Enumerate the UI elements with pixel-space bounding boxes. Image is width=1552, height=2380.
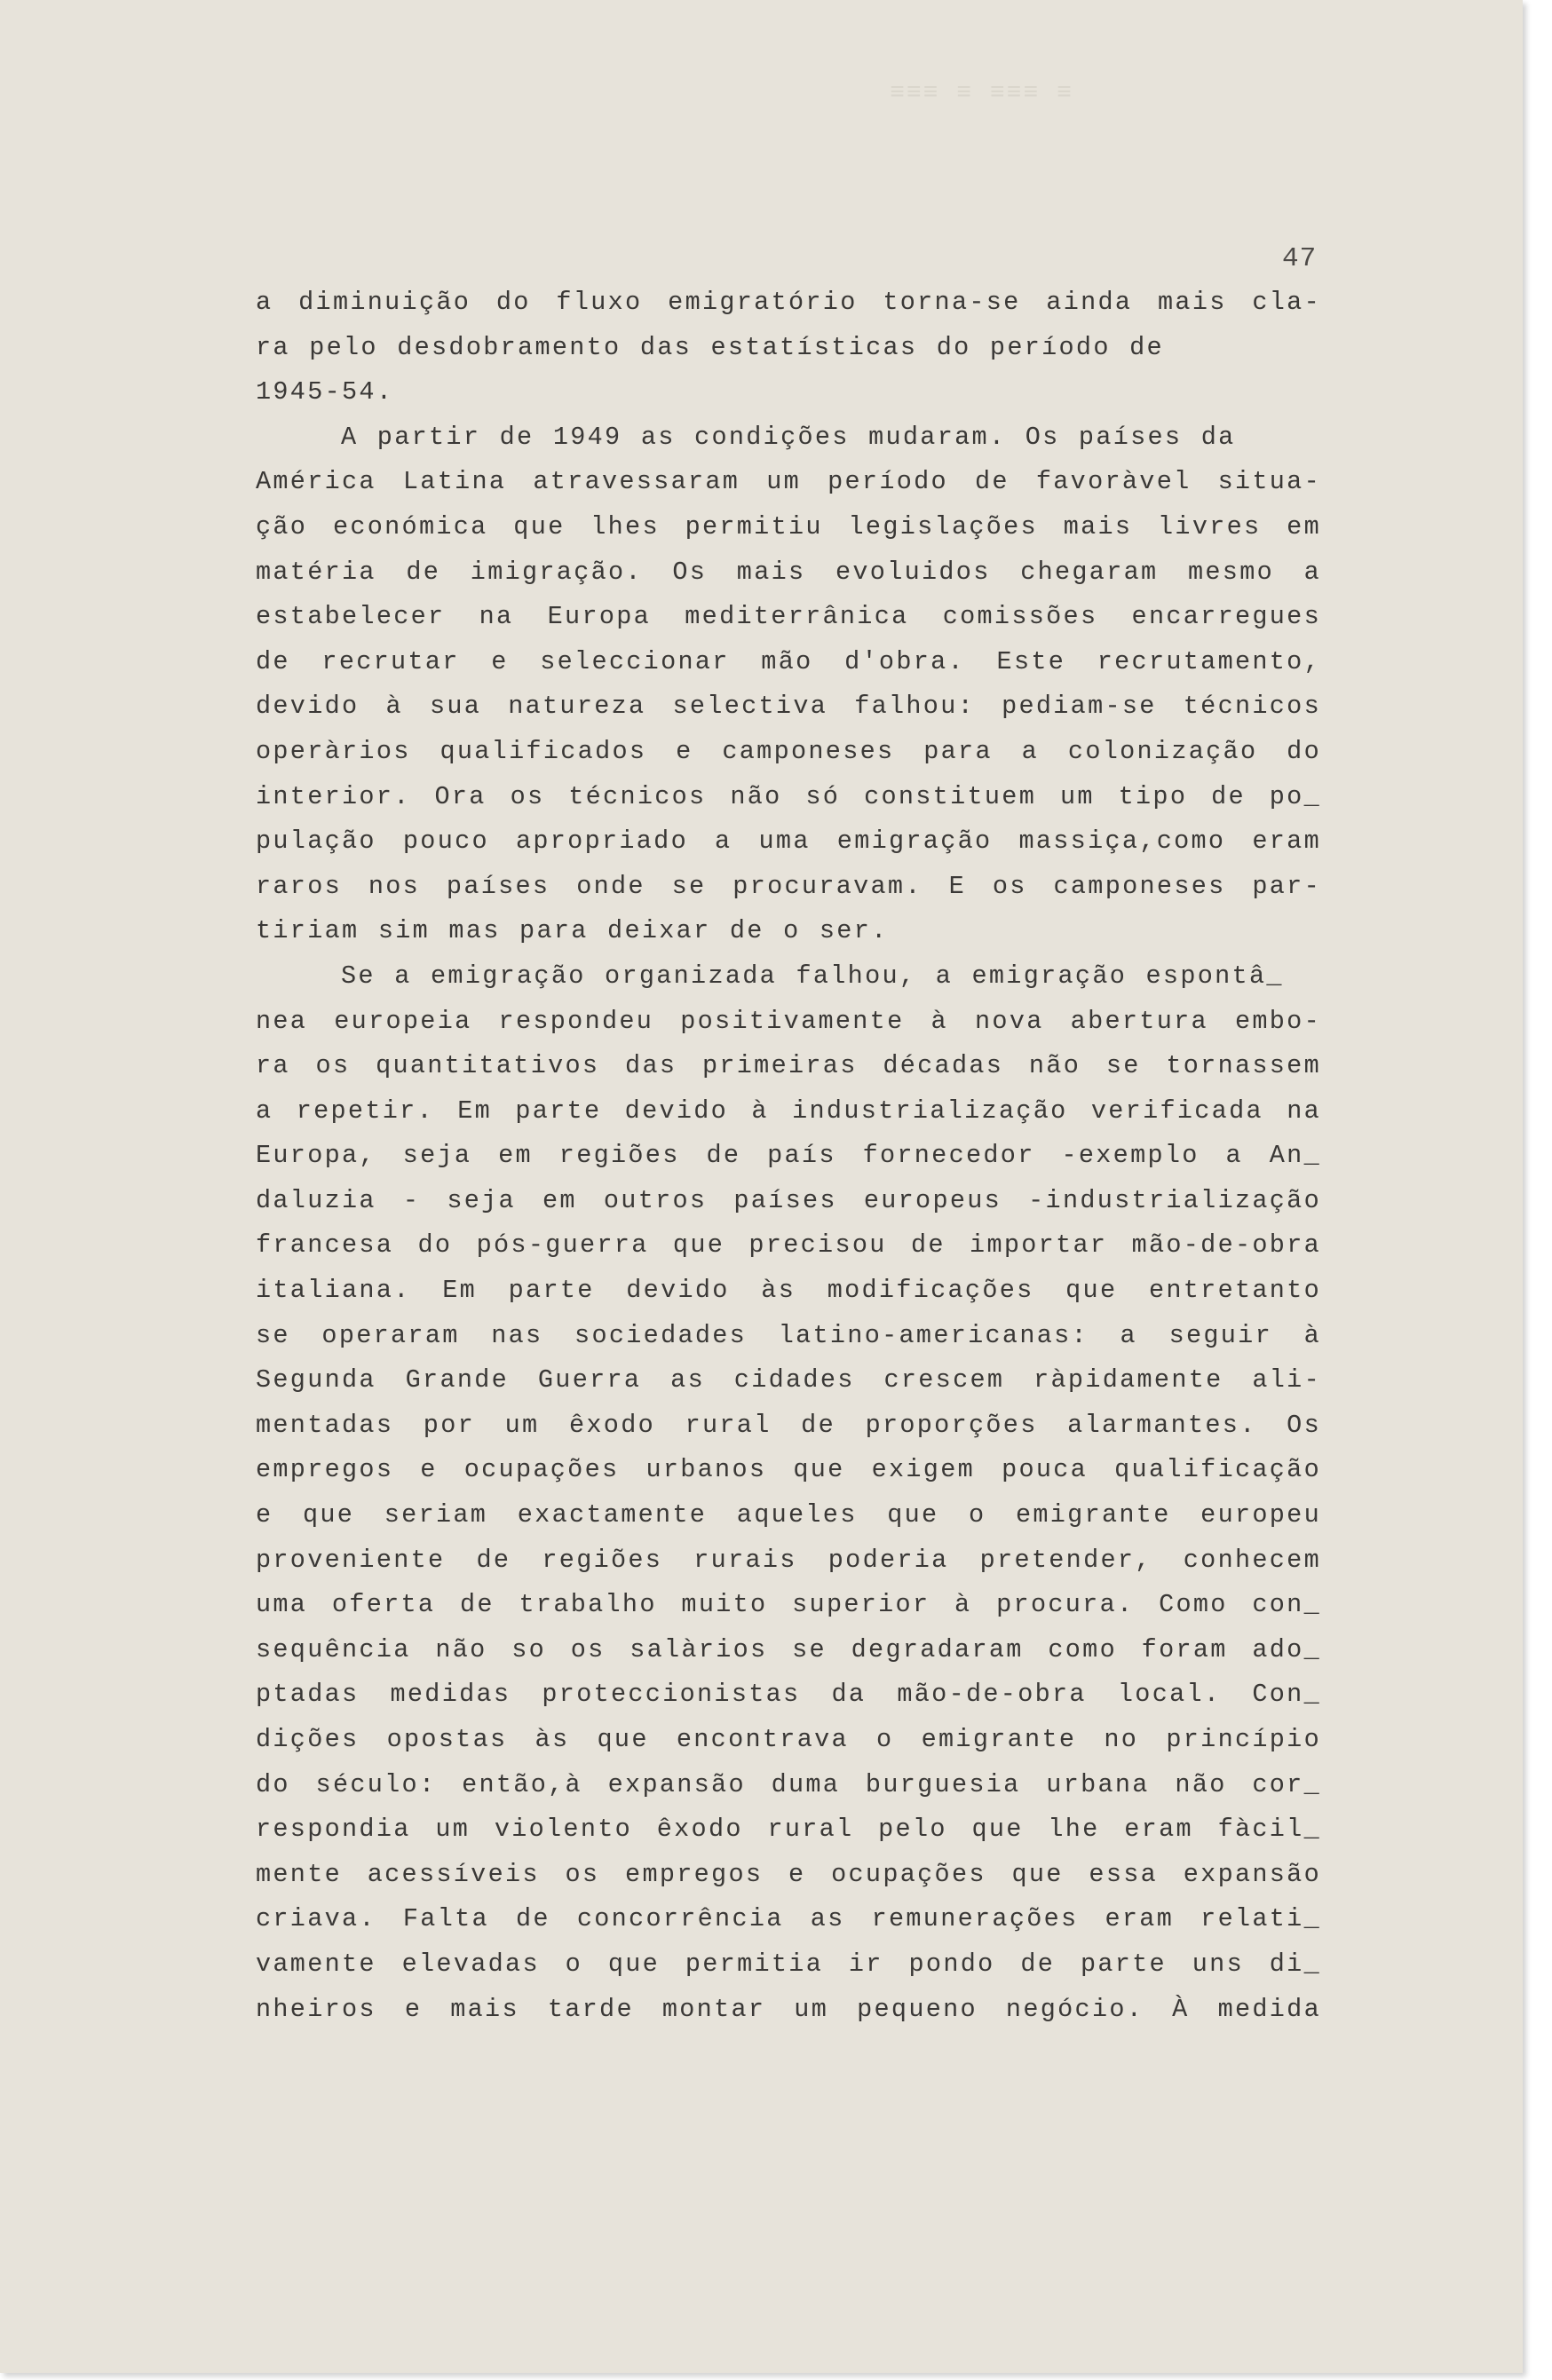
text-line: sequência não so os salàrios se degradaram como foram ado_ <box>256 1634 1321 1664</box>
text-line: empregos e ocupações urbanos que exigem pouca qualificação <box>256 1455 1321 1485</box>
text-line: América Latina atravessaram um período de favoràvel situa- <box>256 467 1321 497</box>
text-line: operàrios qualificados e camponeses para a colonização do <box>256 736 1321 766</box>
text-line: raros nos países onde se procuravam. E os camponeses par- <box>256 871 1321 901</box>
text-line: nea europeia respondeu positivamente à nova abertura embo- <box>256 1006 1321 1036</box>
text-line: a diminuição do fluxo emigratório torna-se ainda mais cla- <box>256 288 1321 317</box>
text-line: ra pelo desdobramento das estatísticas do período de <box>256 332 1164 362</box>
text-line: daluzia - seja em outros países europeus -industrialização <box>256 1185 1321 1215</box>
text-line: devido à sua natureza selectiva falhou: pediam-se técnicos <box>256 692 1321 722</box>
text-line: francesa do pós-guerra que precisou de importar mão-de-obra <box>256 1230 1321 1261</box>
text-line: A partir de 1949 as condições mudaram. Os países da <box>341 422 1236 452</box>
text-line: ptadas medidas proteccionistas da mão-de-obra local. Con_ <box>256 1680 1321 1710</box>
text-line: italiana. Em parte devido às modificações que entretanto <box>256 1276 1321 1306</box>
text-line: ção económica que lhes permitiu legislações mais livres em <box>256 511 1321 542</box>
typewritten-text <box>256 281 1321 2032</box>
text-line: nheiros e mais tarde montar um pequeno negócio. À medida <box>256 1994 1321 2024</box>
text-line: proveniente de regiões rurais poderia pretender, conhecem <box>256 1545 1321 1575</box>
text-line: matéria de imigração. Os mais evoluidos chegaram mesmo a <box>256 557 1321 587</box>
page-number: 47 <box>1282 243 1318 274</box>
text-line: dições opostas às que encontrava o emigrante no princípio <box>256 1725 1321 1754</box>
bleed-through-mark: ≡ ≡≡≡ ≡ ≡≡≡ <box>888 80 1072 107</box>
text-line: mente acessíveis os empregos e ocupações que essa expansão <box>256 1859 1321 1889</box>
text-line: uma oferta de trabalho muito superior à procura. Como con_ <box>256 1590 1321 1620</box>
text-line: do século: então,à expansão duma burguesia urbana não cor_ <box>256 1769 1321 1799</box>
text-line: ra os quantitativos das primeiras décadas não se tornassem <box>256 1051 1321 1081</box>
text-line: Segunda Grande Guerra as cidades crescem ràpidamente ali- <box>256 1365 1321 1396</box>
text-line: pulação pouco apropriado a uma emigração massiça,como eram <box>256 826 1321 857</box>
text-line: a repetir. Em parte devido à industrialização verificada na <box>256 1095 1321 1126</box>
text-line: tiriam sim mas para deixar de o ser. <box>256 916 889 946</box>
text-line: estabelecer na Europa mediterrânica comissões encarregues <box>256 602 1321 632</box>
text-line: se operaram nas sociedades latino-americanas: a seguir à <box>256 1320 1321 1350</box>
text-line: 1945-54. <box>256 377 394 407</box>
text-line: de recrutar e seleccionar mão d'obra. Este recrutamento, <box>256 646 1321 676</box>
text-line: Europa, seja em regiões de país fornecedor -exemplo a An_ <box>256 1141 1321 1171</box>
text-line: Se a emigração organizada falhou, a emigração espontâ_ <box>341 961 1284 991</box>
text-line: criava. Falta de concorrência as remunerações eram relati_ <box>256 1904 1321 1934</box>
text-line: interior. Ora os técnicos não só constituem um tipo de po_ <box>256 781 1321 811</box>
text-line: e que seriam exactamente aqueles que o emigrante europeu <box>256 1500 1321 1530</box>
text-line: respondia um violento êxodo rural pelo que lhe eram fàcil_ <box>256 1815 1321 1845</box>
text-line: mentadas por um êxodo rural de proporções alarmantes. Os <box>256 1410 1321 1440</box>
text-line: vamente elevadas o que permitia ir pondo de parte uns di_ <box>256 1949 1321 1979</box>
